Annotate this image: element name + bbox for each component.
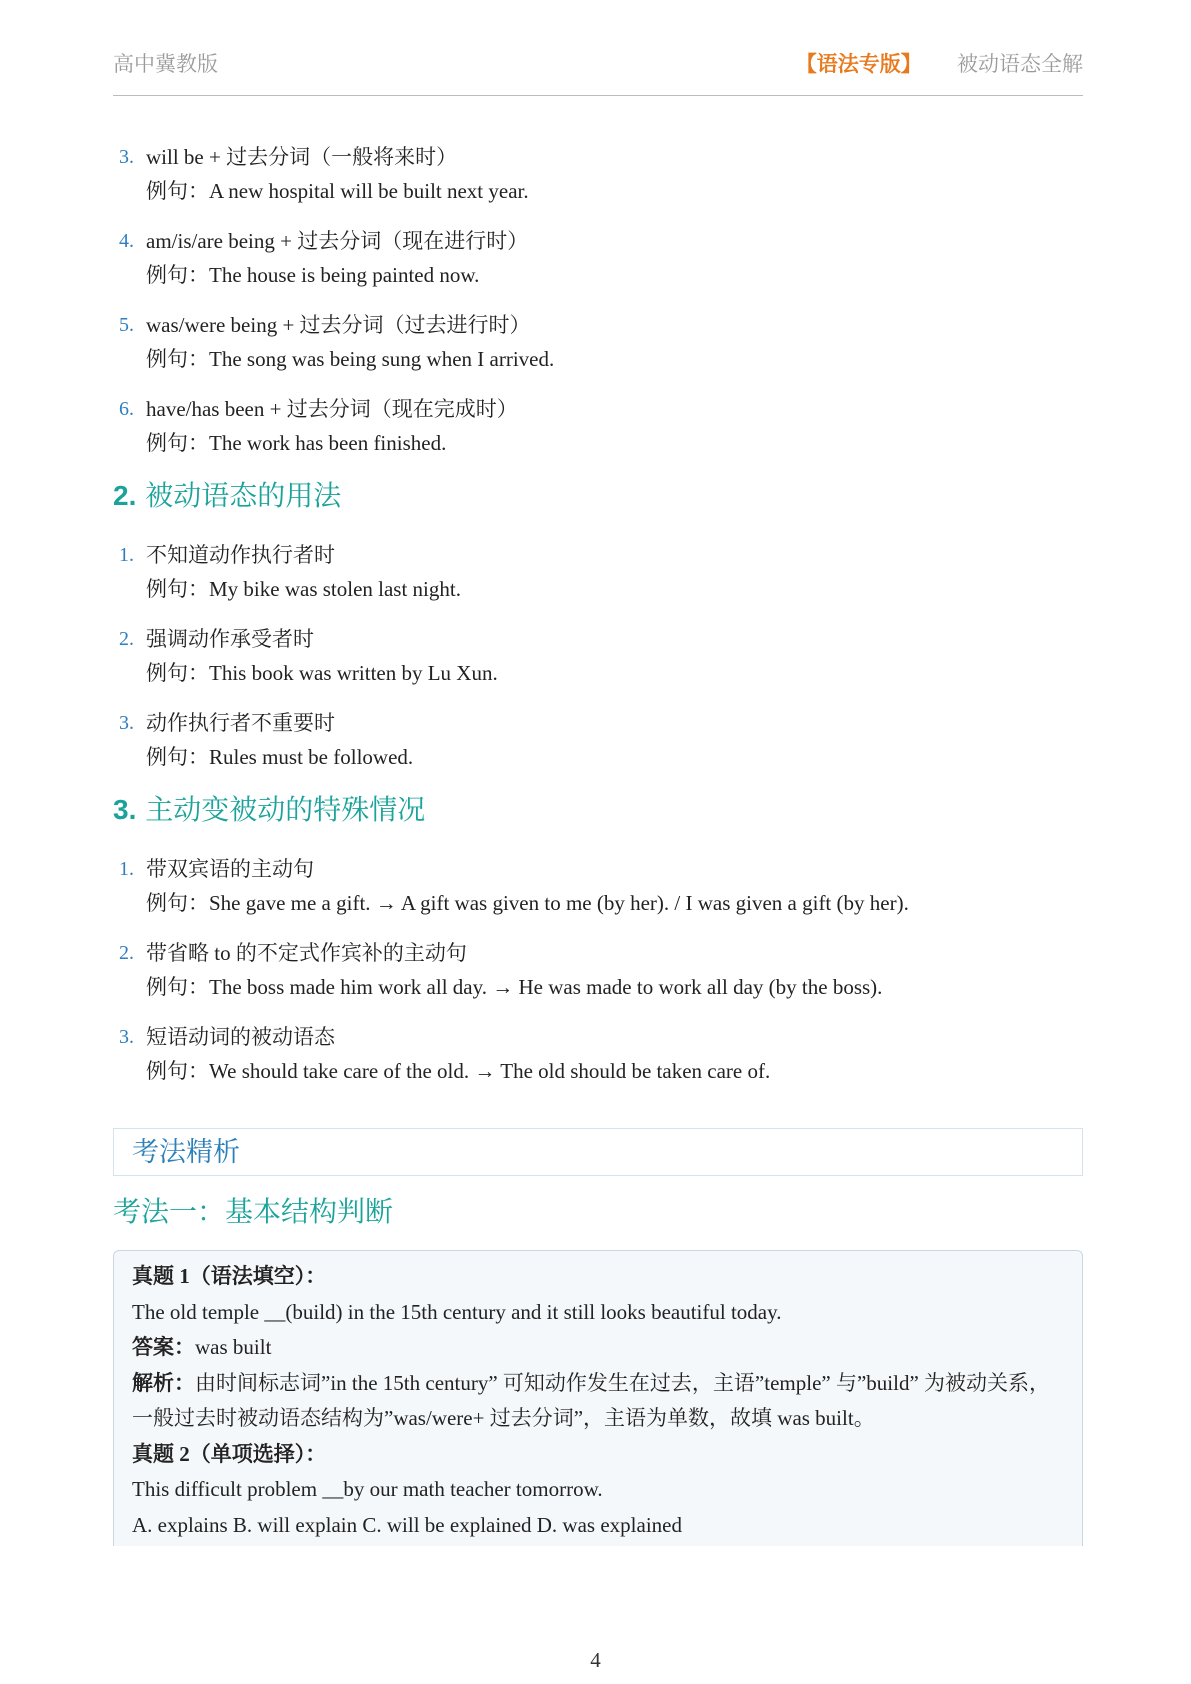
item-title: 强调动作承受者时 bbox=[146, 627, 314, 651]
special-item bbox=[113, 1020, 1083, 1088]
item-title: 短语动词的被动语态 bbox=[146, 1025, 335, 1049]
header-topic: 被动语态全解 bbox=[957, 52, 1083, 76]
item-number: 6. bbox=[119, 398, 134, 420]
form-item bbox=[113, 224, 1083, 292]
exam-analysis-banner: 考法精析 bbox=[113, 1128, 1083, 1176]
item-number: 5. bbox=[119, 314, 134, 336]
item-title: 不知道动作执行者时 bbox=[146, 543, 335, 567]
item-title: am/is/are being + 过去分词（现在进行时） bbox=[146, 229, 529, 253]
question-2-text: This difficult problem __by our math teacher tomorrow. bbox=[132, 1477, 603, 1501]
form-item bbox=[113, 140, 1083, 208]
question-box bbox=[113, 1250, 1083, 1546]
item-number: 2. bbox=[119, 628, 134, 650]
analysis-line-2: 一般过去时被动语态结构为”was/were+ 过去分词”，主语为单数，故填 was built。 bbox=[132, 1406, 875, 1430]
special-item bbox=[113, 852, 1083, 920]
question-1-text: The old temple __(build) in the 15th century and it still looks beautiful today. bbox=[132, 1299, 782, 1324]
question-2-label: 真题 2（单项选择）： bbox=[132, 1441, 327, 1466]
item-title: 带省略 to 的不定式作宾补的主动句 bbox=[146, 941, 467, 965]
item-title: have/has been + 过去分词（现在完成时） bbox=[146, 397, 518, 421]
item-example: 例句：My bike was stolen last night. bbox=[146, 577, 461, 601]
item-example: 例句：The song was being sung when I arrived. bbox=[146, 347, 555, 371]
question-2-options: A. explains B. will explain C. will be explained D. was explained bbox=[132, 1512, 682, 1537]
item-title: 动作执行者不重要时 bbox=[146, 711, 335, 735]
item-number: 3. bbox=[119, 1026, 134, 1048]
header-right bbox=[796, 48, 1083, 78]
usage-item bbox=[113, 622, 1083, 690]
usage-item bbox=[113, 538, 1083, 606]
item-title: was/were being + 过去分词（过去进行时） bbox=[146, 313, 531, 337]
page-content bbox=[113, 140, 1083, 1546]
form-item bbox=[113, 308, 1083, 376]
answer-label: 答案： bbox=[132, 1335, 195, 1359]
item-example: 例句：The boss made him work all day. → He was made to work all day (by the boss). bbox=[146, 975, 883, 999]
page-header bbox=[113, 40, 1083, 96]
item-number: 4. bbox=[119, 230, 134, 252]
method-heading: 考法一：基本结构判断 bbox=[113, 1195, 394, 1228]
item-example: 例句：This book was written by Lu Xun. bbox=[146, 661, 498, 685]
item-title: 带双宾语的主动句 bbox=[146, 857, 314, 881]
usage-item bbox=[113, 706, 1083, 774]
analysis-line-1: 由时间标志词”in the 15th century” 可知动作发生在过去，主语”temple” 与”build” 为被动关系， bbox=[195, 1370, 1051, 1395]
header-tag: 【语法专版】 bbox=[795, 52, 922, 76]
item-number: 3. bbox=[119, 146, 134, 168]
item-example: 例句：The work has been finished. bbox=[146, 431, 447, 455]
header-edition: 高中冀教版 bbox=[113, 52, 218, 76]
item-number: 2. bbox=[119, 942, 134, 964]
item-example: 例句：The house is being painted now. bbox=[146, 263, 480, 287]
item-title: will be + 过去分词（一般将来时） bbox=[146, 145, 458, 169]
item-example: 例句：We should take care of the old. → The old should be taken care of. bbox=[146, 1059, 771, 1083]
item-number: 3. bbox=[119, 712, 134, 734]
item-number: 1. bbox=[119, 544, 134, 566]
item-example: 例句：A new hospital will be built next year. bbox=[146, 179, 529, 203]
form-item bbox=[113, 392, 1083, 460]
special-item bbox=[113, 936, 1083, 1004]
section-heading-special-cases: 3. 主动变被动的特殊情况 bbox=[113, 793, 426, 826]
item-example: 例句：She gave me a gift. → A gift was given to me (by her). / I was given a gift (by her). bbox=[146, 891, 909, 915]
question-1-label: 真题 1（语法填空）： bbox=[132, 1264, 327, 1288]
section-heading-usage: 2. 被动语态的用法 bbox=[113, 479, 342, 512]
item-number: 1. bbox=[119, 858, 134, 880]
item-example: 例句：Rules must be followed. bbox=[146, 745, 414, 769]
page-number: 4 bbox=[590, 1648, 601, 1672]
answer-value: was built bbox=[195, 1335, 272, 1359]
analysis-label: 解析： bbox=[132, 1370, 195, 1395]
